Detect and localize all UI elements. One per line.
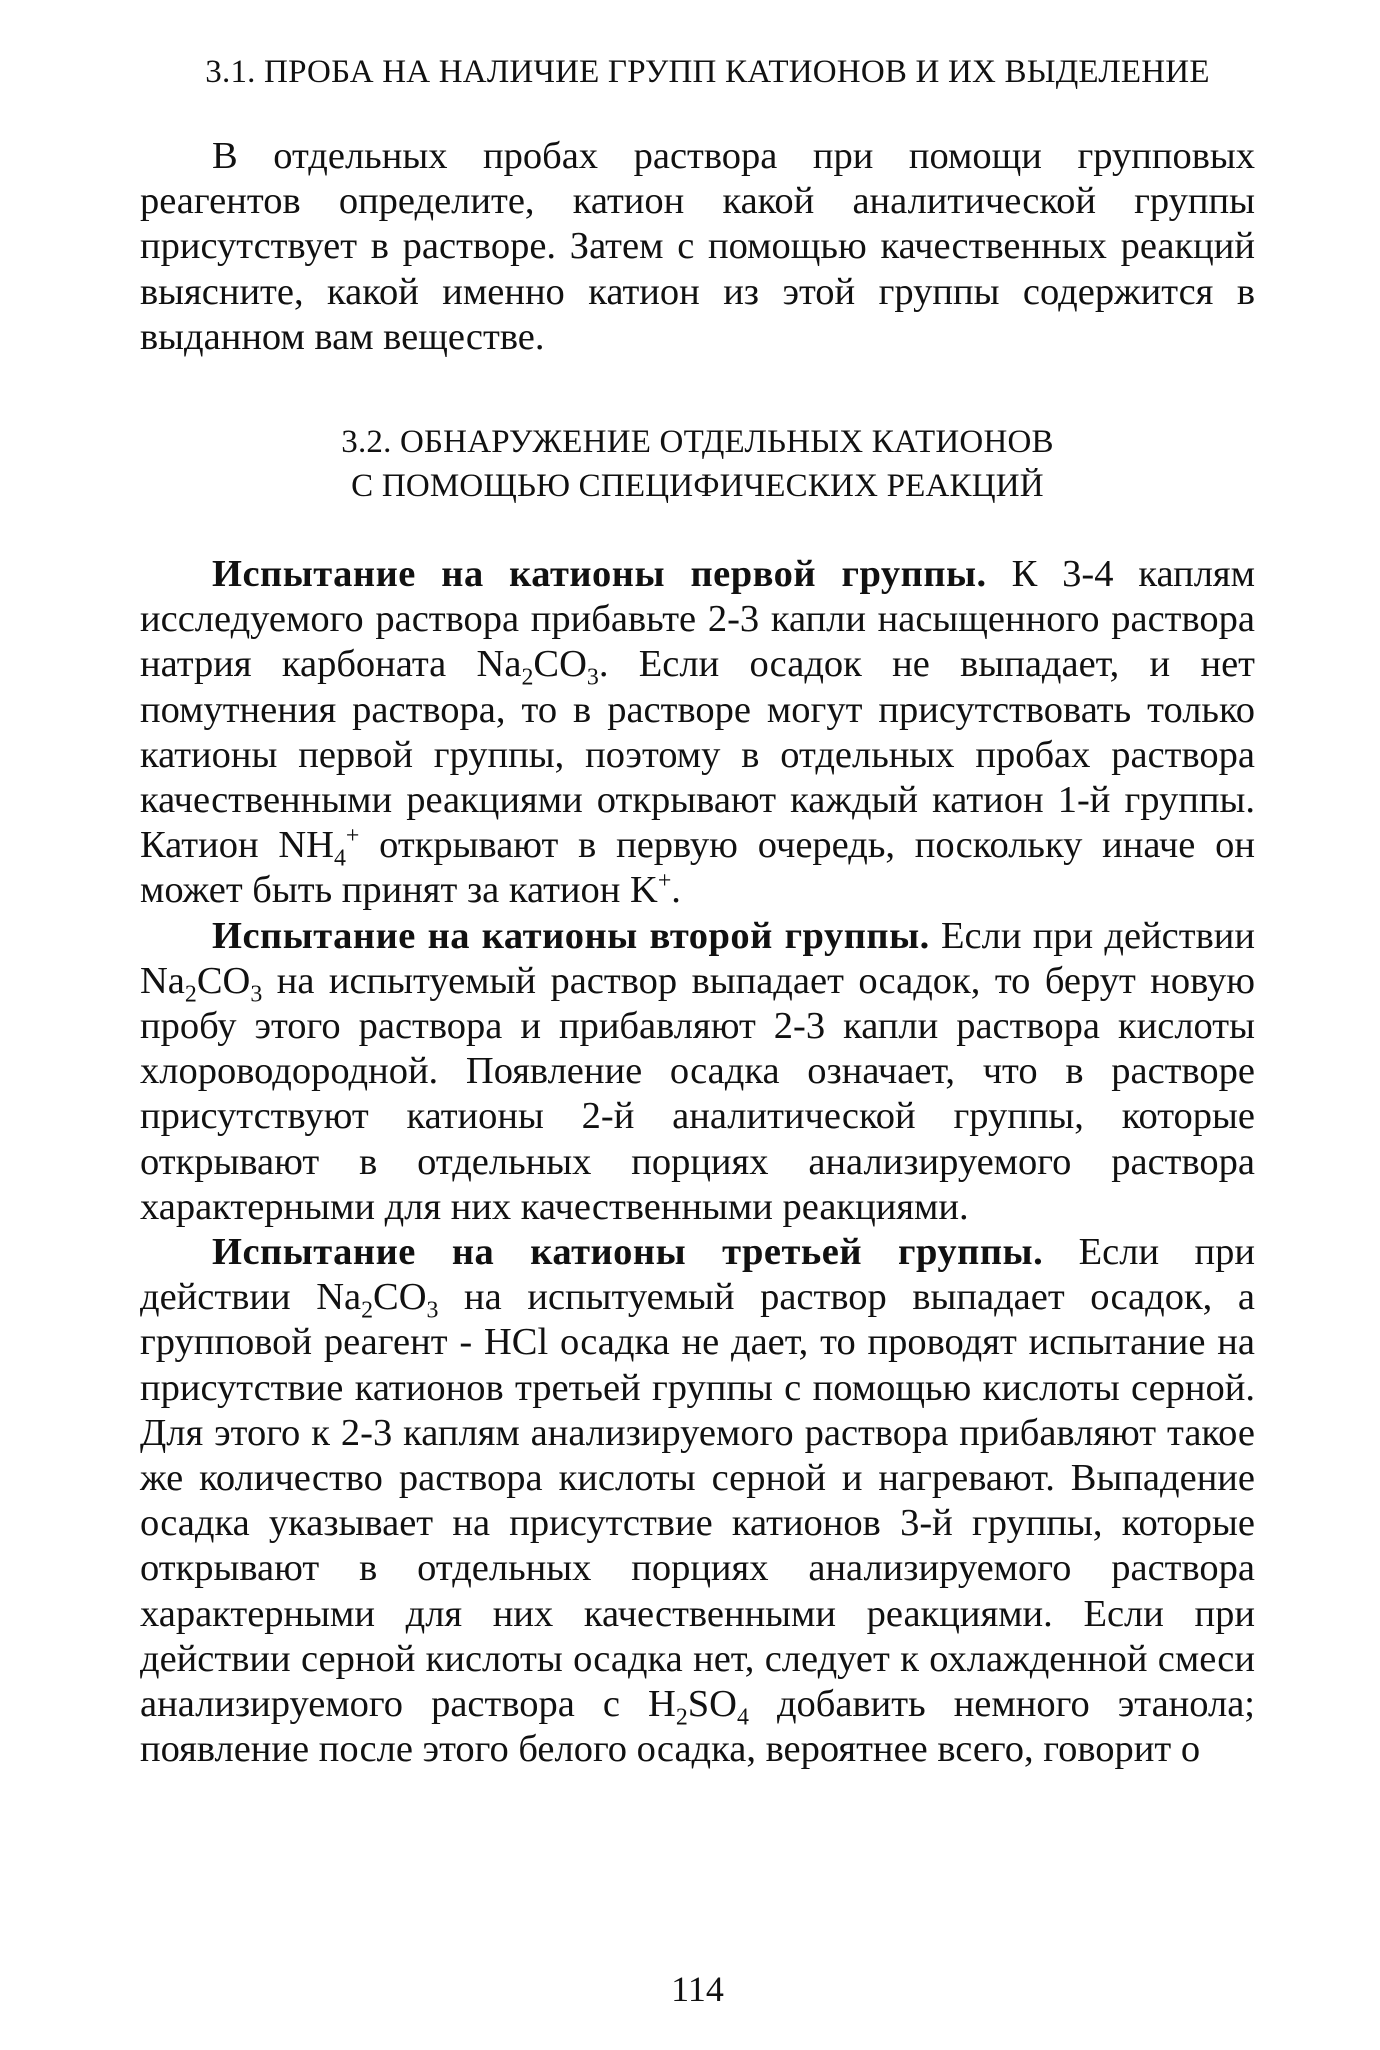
- group-1-text-2: . Если осадок не выпадает, и нет помутнения раствора, то в растворе могут присутствовать только катионы первой группы, поэтому в отдельных пробах раствора качественными реакциями открывают каждый катион 1-й группы. Катион: [140, 643, 1255, 867]
- group-1-text-3: открывают в первую очередь, поскольку иначе он может быть принят за катион: [140, 824, 1256, 912]
- section-heading-3-2-line-1: 3.2. ОБНАРУЖЕНИЕ ОТДЕЛЬНЫХ КАТИОНОВ: [341, 424, 1054, 461]
- group-2-text-2: на испытуемый раствор выпадает осадок, то берут новую пробу этого раствора и прибавляют 2-3 капли раствора кислоты хлороводородной. Появление осадка означает, что в растворе присутствуют катионы 2-й аналитической группы, которые открывают в отдельных порциях анализируемого раствора характерными для них качественными реакциями.: [140, 959, 1255, 1228]
- section-heading-3-2: [140, 420, 1255, 508]
- formula-na2co3: $Na_2CO_3$: [476, 643, 599, 692]
- group-3-text-3: добавить немного этанола; появление после этого белого осадка, вероятнее всего, говорит о: [140, 1683, 1255, 1771]
- group-2-text-1: Если при действии: [929, 914, 1255, 957]
- page-number: 114: [671, 1969, 724, 2009]
- section-heading-3-2-line-2: С ПОМОЩЬЮ СПЕЦИФИЧЕСКИХ РЕАКЦИЙ: [351, 468, 1044, 505]
- group-2-title: Испытание на катионы второй группы.: [212, 914, 930, 957]
- paragraph-group-3: [140, 1230, 1255, 1772]
- formula-nh4-plus: $NH_4^+$: [278, 823, 360, 872]
- paragraph-group-1: [140, 552, 1255, 914]
- formula-na2co3: $Na_2CO_3$: [140, 959, 263, 1008]
- formula-k-plus: K+: [630, 868, 672, 912]
- group-3-title: Испытание на катионы третьей группы.: [212, 1231, 1044, 1274]
- group-3-text-1: Если при действии: [140, 1231, 1255, 1319]
- group-1-text-1: К 3-4 каплям исследуемого раствора прибавьте 2-3 капли насыщенного раствора натрия карбоната: [140, 553, 1255, 686]
- section-3-1-paragraph: В отдельных пробах раствора при помощи групповых реагентов определите, катион какой аналитической группы присутствует в растворе. Затем с помощью качественных реакций выясните, какой именно катион из этой группы содержится в выданном вам веществе.: [140, 135, 1255, 358]
- formula-h2so4: $H_2SO_4$: [648, 1683, 749, 1731]
- group-1-text-4: .: [671, 869, 681, 912]
- group-3-text-2: на испытуемый раствор выпадает осадок, а групповой реагент - HCl осадка не дает, то проводят испытание на присутствие катионов третьей группы с помощью кислоты серной. Для этого к 2-3 каплям анализируемого раствора прибавляют такое же количество раствора кислоты серной и нагревают. Выпадение осадка указывает на присутствие катионов 3-й группы, которые открывают в отдельных порциях анализируемого раствора характерными для них качественными реакциями. Если при действии серной кислоты осадка нет, следует к охлажденной смеси анализируемого раствора с: [140, 1276, 1255, 1726]
- section-heading-3-1: 3.1. ПРОБА НА НАЛИЧИЕ ГРУПП КАТИОНОВ И ИХ ВЫДЕЛЕНИЕ: [205, 54, 1210, 90]
- group-1-title: Испытание на катионы первой группы.: [212, 553, 987, 596]
- paragraph-group-2: [140, 914, 1255, 1230]
- formula-na2co3: $Na_2CO_3$: [316, 1276, 439, 1324]
